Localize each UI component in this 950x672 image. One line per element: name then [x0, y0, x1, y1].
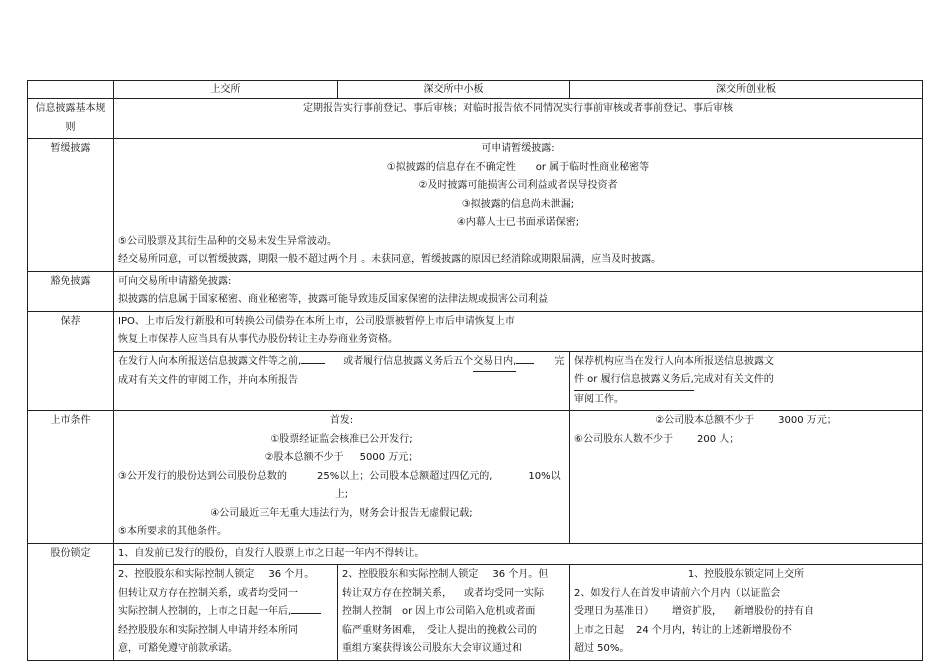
suspension-line-1: 可申请暂缓披露: [481, 143, 555, 154]
lockup-chinext-line-1: 1、控股股东锁定同上交所 [687, 569, 805, 580]
sponsor-right-c: 完成对有关文件的 [693, 374, 774, 385]
suspension-line-7b: 两个月 。未获同意，暂缓披露的原因已经消除或期限届满，应当及时披露。 [328, 254, 662, 265]
lockup-sme-1b: 36 个月。但 [492, 569, 549, 580]
row-sponsor-top [28, 311, 923, 351]
header-sse: 上交所 [114, 81, 338, 99]
suspension-line-4: ③拟披露的信息尚未泄漏; [461, 198, 575, 210]
lockup-top-cell: 1、自发前已发行的股份，自发行人股票上市之日起一年内不得转让。 [114, 543, 923, 565]
sponsor-right-b: 件 or 履行信息披露义务后, [574, 371, 694, 391]
label-sponsor: 保荐 [28, 311, 114, 411]
listing-right-1b: 3000 万元； [778, 415, 837, 426]
suspension-line-6: ⑤公司股票及其衍生品种的交易未发生异常波动。 [118, 235, 337, 247]
lockup-sme-line-4: 临严重财务困难， 受让人提出的挽救公司的 [342, 624, 537, 636]
exemption-content [114, 271, 923, 311]
lockup-sse-line-3 [118, 603, 333, 622]
suspension-line-2: ①拟披露的信息存在不确定性 or 属于临时性商业秘密等 [386, 161, 650, 173]
row-exemption [28, 271, 923, 311]
sponsor-left-cell [114, 351, 570, 411]
label-disclosure-rules: 信息披露基本规则 [28, 99, 114, 139]
header-empty-cell [28, 81, 114, 99]
sponsor-right-line-2 [574, 371, 918, 391]
lockup-sme-1a: 2、控股股东和实际控制人锁定 [342, 569, 479, 580]
listing-line-6: ④公司最近三年无重大违法行为，财务会计报告无虚假记载; [210, 507, 473, 519]
lockup-sse-line-4: 经控股股东和实际控制人申请并经本所同 [118, 624, 298, 636]
lockup-chinext-4b: 24 个月内，转让的上述新增股份不 [636, 624, 792, 636]
listing-line-4b: 25%以上；公司股本总额超过四亿元的, [316, 470, 493, 482]
lockup-sme-line-1 [342, 566, 565, 585]
sponsor-right-line-3: 审阅工作。 [574, 393, 624, 405]
exemption-line-2: 拟披露的信息属于国家秘密、商业秘密等，披露可能导致违反国家保密的法律法规或损害公司利益 [118, 294, 548, 305]
suspension-line-7 [118, 251, 918, 270]
listing-right-2a: ⑥公司股东人数不少于 [574, 433, 673, 445]
sponsor-line-1: IPO、上市后发行新股和可转换公司债券在本所上市，公司股票被暂停上市后申请恢复上市 [118, 315, 515, 327]
header-row [28, 81, 923, 99]
header-szse-chinext: 深交所创业板 [570, 81, 923, 99]
lockup-chinext-line-4 [574, 622, 918, 641]
disclosure-rules-text: 定期报告实行事前登记、事后审核；对临时报告依不同情况实行事前审核或者事前登记、事后审核 [114, 99, 923, 139]
sponsor-left-line-1 [118, 353, 565, 373]
header-szse-sme: 深交所中小板 [338, 81, 570, 99]
listing-line-5: 上; [334, 489, 349, 500]
rules-table [27, 80, 923, 661]
label-exemption: 豁免披露 [28, 271, 114, 311]
lockup-chinext-4a: 上市之日起 [574, 624, 624, 636]
row-listing [28, 411, 923, 544]
lockup-sse-1a: 2、控股股东和实际控制人锁定 [118, 569, 255, 580]
lockup-sse-cell [114, 565, 338, 661]
sponsor-left-b: 或者履行信息披露义务后五个 [343, 355, 474, 367]
listing-line-3b: 5000 万元； [359, 452, 419, 463]
sponsor-right-line-1: 保荐机构应当在发行人向本所报送信息披露文 [574, 355, 774, 367]
listing-line-3a: ②股本总额不少于 [264, 452, 344, 463]
lockup-chinext-line-3 [574, 603, 918, 622]
listing-right-line-1 [574, 412, 918, 431]
row-lockup-bottom [28, 565, 923, 661]
lockup-sse-1b: 36 个月。 [268, 569, 315, 580]
listing-right-2b: 200 人； [696, 433, 740, 445]
suspension-line-5: ④内幕人士已书面承诺保密; [456, 217, 580, 228]
listing-right-1a: ②公司股本总额不少于 [655, 415, 755, 426]
listing-line-7: ⑤本所要求的其他条件。 [118, 526, 227, 537]
sponsor-line-2: 恢复上市保荐人应当具有从事代办股份转让主办券商业务资格。 [118, 334, 398, 345]
listing-line-1: 首发: [329, 415, 354, 426]
sponsor-left-d: 完 [554, 355, 565, 367]
listing-line-2: ①股票经证监会核准已公开发行; [270, 433, 413, 445]
label-suspension: 暂缓披露 [28, 139, 114, 272]
listing-line-4a: ③公开发行的股份达到公司股份总数的 [118, 470, 287, 482]
lockup-chinext-line-5: 超过 50%。 [574, 643, 630, 654]
sponsor-left-line-2: 成对有关文件的审阅工作，并向本所报告 [118, 375, 298, 386]
lockup-chinext-line-2: 2、如发行人在首发申请前六个月内（以证监会 [574, 587, 781, 599]
listing-line-3 [118, 449, 565, 468]
lockup-sme-2b: 或者均受同一实际 [464, 587, 544, 599]
suspension-content [114, 139, 923, 272]
lockup-sme-2a: 转让双方存在控制关系， [342, 587, 452, 599]
row-disclosure-rules [28, 99, 923, 139]
lockup-sse-line-2: 但转让双方存在控制关系，或者均受同一 [118, 587, 298, 599]
lockup-sse-line-5: 意，可豁免遵守前款承诺。 [118, 643, 238, 654]
label-lockup: 股份锁定 [28, 543, 114, 660]
listing-right-line-2 [574, 431, 918, 450]
listing-left-cell [114, 411, 570, 544]
lockup-sme-line-2 [342, 585, 565, 604]
lockup-sse-line-1 [118, 566, 333, 585]
lockup-chinext-3b: 增资扩股， [672, 606, 722, 617]
sponsor-right-cell [570, 351, 923, 411]
rules-table-container [27, 80, 922, 661]
suspension-line-3: ②及时披露可能损害公司利益或者误导投资者 [418, 180, 618, 191]
row-lockup-top [28, 543, 923, 565]
label-listing: 上市条件 [28, 411, 114, 544]
suspension-line-7a: 经交易所同意，可以暂缓披露，期限一般不超过 [118, 254, 328, 265]
lockup-chinext-3a: 受理日为基准日） [574, 606, 654, 617]
sponsor-left-a: 在发行人向本所报送信息披露文件等之前, [118, 355, 302, 367]
lockup-chinext-cell [570, 565, 923, 661]
lockup-sse-3: 实际控制人控制的，上市之日起一年后, [118, 606, 292, 617]
listing-right-cell [570, 411, 923, 544]
row-suspension [28, 139, 923, 272]
sponsor-content [114, 311, 923, 351]
listing-line-4 [118, 468, 565, 487]
lockup-chinext-3c: 新增股份的持有自 [734, 606, 814, 617]
lockup-sme-line-5: 重组方案获得该公司股东大会审议通过和 [342, 643, 522, 654]
sponsor-left-c: 交易日内, [473, 353, 516, 373]
exemption-line-1: 可向交易所申请豁免披露: [118, 275, 232, 287]
row-sponsor-bottom [28, 351, 923, 411]
listing-line-4c: 10%以 [528, 470, 561, 482]
lockup-sme-line-3: 控制人控制 or 因上市公司陷入危机或者面 [342, 606, 536, 617]
lockup-sme-cell [338, 565, 570, 661]
